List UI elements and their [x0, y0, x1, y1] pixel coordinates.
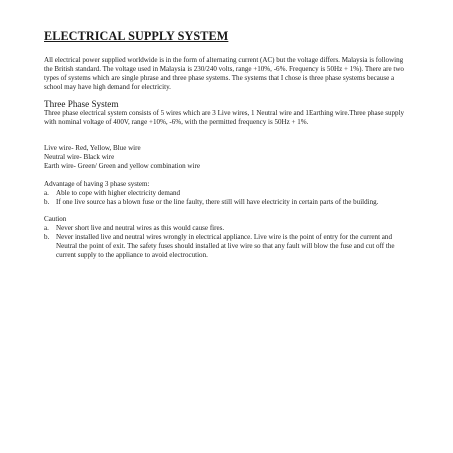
list-item-text: Never short live and neutral wires as this would cause fires. [56, 223, 225, 232]
wire-color-list [44, 144, 410, 171]
neutral-wire-line: Neutral wire- Black wire [44, 153, 115, 162]
document-title: ELECTRICAL SUPPLY SYSTEM [44, 29, 229, 43]
list-item [44, 224, 410, 233]
intro-paragraph: All electrical power supplied worldwide is in the form of alternating current (AC) but the voltage differs. Malaysia is following the British standard. The voltage used in Malaysia is 230/240 volts, range +10%, -6%. Frequency is 50Hz + 1%). There are two types of systems which are single phrase and three phase systems. The systems that I chose is three phase systems because a school may have high demand for electricity. [44, 56, 404, 91]
list-item-text: If one live source has a blown fuse or the line faulty, there still will have electricity in certain parts of the building. [56, 197, 379, 206]
list-marker: a. [44, 223, 49, 232]
list-item [44, 233, 410, 260]
spacer [44, 207, 410, 215]
list-item-text: Never installed live and neutral wires wrongly in electrical appliance. Live wire is the point of entry for the current and Neutral the point of exit. The safety fuses should installed at live wire so that any fault will blow the fuse and cut off the current supply to the appliance to avoid electrocution. [56, 232, 395, 259]
list-marker: a. [44, 189, 49, 198]
advantage-section [44, 180, 410, 207]
list-item-text: Able to cope with higher electricity demand [56, 189, 181, 198]
caution-heading: Caution [44, 214, 67, 223]
spacer [44, 171, 410, 180]
advantage-list [44, 189, 410, 207]
earth-wire-line: Earth wire- Green/ Green and yellow combination wire [44, 162, 200, 171]
list-marker: b. [44, 232, 50, 241]
list-item [44, 189, 410, 198]
caution-list [44, 224, 410, 260]
advantage-heading: Advantage of having 3 phase system: [44, 180, 150, 189]
three-phase-heading: Three Phase System [44, 98, 119, 109]
caution-section [44, 215, 410, 260]
document-body [44, 29, 410, 259]
live-wire-line: Live wire- Red, Yellow, Blue wire [44, 144, 141, 153]
spacer [44, 126, 410, 144]
list-marker: b. [44, 197, 50, 206]
list-item [44, 198, 410, 207]
three-phase-paragraph: Three phase electrical system consists of 5 wires which are 3 Live wires, 1 Neutral wire and 1Earthing wire.Three phase supply with nominal voltage of 400V, range +10%, -6%, with the permitted frequency is 50Hz + 1%. [44, 108, 405, 126]
